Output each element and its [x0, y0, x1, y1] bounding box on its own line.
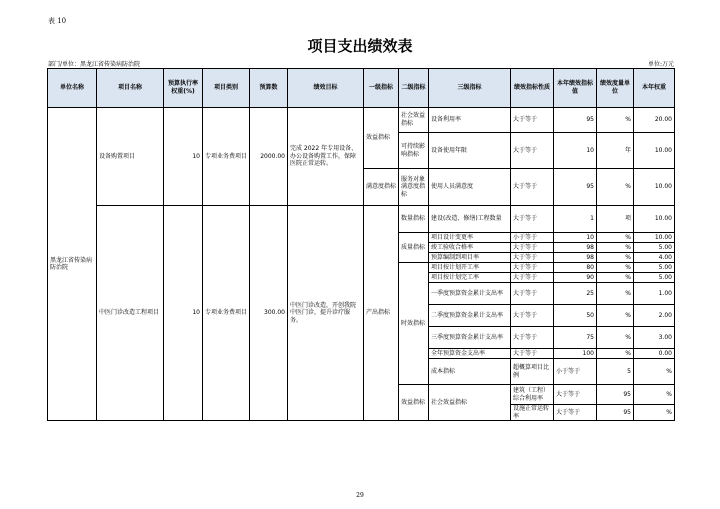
- target-cell: 95: [554, 108, 597, 133]
- level2-cell: 时效指标: [399, 263, 429, 385]
- nature-cell: 大于等于: [511, 327, 554, 349]
- level3-cell: 设施正常运转率: [511, 405, 554, 421]
- target-cell: 90: [554, 273, 597, 283]
- target-cell: 50: [554, 305, 597, 327]
- header-goal: 绩效目标: [288, 69, 364, 108]
- table-row: [48, 108, 675, 133]
- budget-weight-cell: 10: [164, 108, 203, 206]
- target-cell: 10: [554, 233, 597, 243]
- level3-cell: 预算编制到项目率: [429, 253, 511, 263]
- goal-cell: 中医门诊改造，开创我院中医门诊，提升诊疗服务。: [288, 206, 364, 421]
- nature-cell: 大于等于: [511, 253, 554, 263]
- level3-cell: 项目按计划开工率: [429, 263, 511, 273]
- measure-unit-cell: %: [597, 233, 634, 243]
- measure-unit-cell: 项: [597, 206, 634, 233]
- target-cell: 95: [554, 169, 597, 206]
- measure-unit-cell: %: [634, 405, 675, 421]
- weight-cell: 10.00: [634, 206, 675, 233]
- header-project-name: 项目名称: [97, 69, 164, 108]
- nature-cell: 大于等于: [511, 169, 554, 206]
- level1-cell: 满意度指标: [364, 169, 399, 206]
- level3-cell: 建筑（工程）综合利用率: [511, 385, 554, 405]
- project-name-cell: 设备购置项目: [97, 108, 164, 206]
- header-row: [48, 69, 675, 108]
- weight-cell: 10.00: [634, 169, 675, 206]
- weight-cell: 1.00: [634, 283, 675, 305]
- level3-cell: 二季度预算资金累计支出率: [429, 305, 511, 327]
- level3-cell: 建设(改造、修缮)工程数量: [429, 206, 511, 233]
- level3-cell: 使用人员满意度: [429, 169, 511, 206]
- level3-cell: 项目设计变更率: [429, 233, 511, 243]
- measure-unit-cell: %: [597, 273, 634, 283]
- level3-cell: 竣工验收合格率: [429, 243, 511, 253]
- target-cell: 10: [554, 133, 597, 169]
- nature-cell: 小于等于: [511, 233, 554, 243]
- table-number: 表 10: [48, 17, 67, 25]
- target-cell: 95: [597, 385, 634, 405]
- weight-cell: 10.00: [634, 133, 675, 169]
- unit-label: 单位:万元: [647, 61, 674, 68]
- goal-cell: 完成 2022 年专用设备、办公设备购置工作，保障医院正常运转。: [288, 108, 364, 206]
- measure-unit-cell: %: [597, 169, 634, 206]
- level2-cell: 数量指标: [399, 206, 429, 233]
- level2-cell: 成本指标: [429, 359, 511, 385]
- nature-cell: 大于等于: [511, 273, 554, 283]
- target-cell: 100: [554, 349, 597, 359]
- weight-cell: 2.00: [634, 305, 675, 327]
- level3-cell: 三季度预算资金累计支出率: [429, 327, 511, 349]
- level1-cell: 效益指标: [364, 108, 399, 169]
- nature-cell: 大于等于: [511, 133, 554, 169]
- level2-cell: 可持续影响指标: [399, 133, 429, 169]
- target-cell: 80: [554, 263, 597, 273]
- measure-unit-cell: %: [597, 305, 634, 327]
- department-label: 部门/单位：黑龙江省传染病防治院: [48, 61, 141, 68]
- header-nature: 绩效指标性质: [511, 69, 554, 108]
- header-budget: 预算数: [250, 69, 288, 108]
- weight-cell: 0.00: [634, 349, 675, 359]
- level3-cell: 超概算项目比例: [511, 359, 554, 385]
- nature-cell: 大于等于: [554, 385, 597, 405]
- weight-cell: 5.00: [634, 273, 675, 283]
- level3-cell: 一季度预算资金累计支出率: [429, 283, 511, 305]
- nature-cell: 大于等于: [554, 405, 597, 421]
- measure-unit-cell: %: [597, 263, 634, 273]
- weight-cell: 3.00: [634, 327, 675, 349]
- budget-weight-cell: 10: [164, 206, 203, 421]
- nature-cell: 大于等于: [511, 243, 554, 253]
- header-level3: 三级指标: [429, 69, 511, 108]
- target-cell: 75: [554, 327, 597, 349]
- weight-cell: 4.00: [634, 253, 675, 263]
- header-measure-unit: 绩效度量单位: [597, 69, 634, 108]
- measure-unit-cell: %: [597, 108, 634, 133]
- measure-unit-cell: %: [634, 359, 675, 385]
- header-budget-weight: 预算执行率权重(%): [164, 69, 203, 108]
- project-name-cell: 中医门诊改造工程项目: [97, 206, 164, 421]
- weight-cell: 5.00: [634, 263, 675, 273]
- measure-unit-cell: 年: [597, 133, 634, 169]
- weight-cell: 5.00: [634, 243, 675, 253]
- header-weight: 本年权重: [634, 69, 675, 108]
- nature-cell: 大于等于: [511, 206, 554, 233]
- nature-cell: 大于等于: [511, 263, 554, 273]
- header-target: 本年绩效指标值: [554, 69, 597, 108]
- level2-cell: 社会效益指标: [429, 385, 511, 421]
- project-type-cell: 专项业务费项目: [203, 108, 250, 206]
- level1-cell: 产出指标: [364, 206, 399, 421]
- nature-cell: 大于等于: [511, 305, 554, 327]
- level3-cell: 设备利用率: [429, 108, 511, 133]
- performance-table: [47, 68, 675, 421]
- page-number: 29: [356, 492, 364, 499]
- header-project-type: 项目类别: [203, 69, 250, 108]
- level2-cell: 社会效益指标: [399, 108, 429, 133]
- measure-unit-cell: %: [597, 349, 634, 359]
- level1-cell: 效益指标: [399, 385, 429, 421]
- level3-cell: 全年预算资金支出率: [429, 349, 511, 359]
- nature-cell: 大于等于: [511, 283, 554, 305]
- level2-cell: 质量指标: [399, 233, 429, 263]
- target-cell: 95: [597, 405, 634, 421]
- level3-cell: 项目按计划完工率: [429, 273, 511, 283]
- weight-cell: 10.00: [634, 233, 675, 243]
- header-level2: 二级指标: [399, 69, 429, 108]
- level2-cell: 服务对象满意度指标: [399, 169, 429, 206]
- budget-cell: 2000.00: [250, 108, 288, 206]
- target-cell: 98: [554, 243, 597, 253]
- budget-cell: 300.00: [250, 206, 288, 421]
- project-type-cell: 专项业务费项目: [203, 206, 250, 421]
- target-cell: 5: [597, 359, 634, 385]
- header-unit-name: 单位名称: [48, 69, 97, 108]
- measure-unit-cell: %: [597, 283, 634, 305]
- header-level1: 一级指标: [364, 69, 399, 108]
- target-cell: 25: [554, 283, 597, 305]
- nature-cell: 小于等于: [554, 359, 597, 385]
- measure-unit-cell: %: [634, 385, 675, 405]
- table-row: [48, 206, 675, 233]
- measure-unit-cell: %: [597, 327, 634, 349]
- nature-cell: 大于等于: [511, 108, 554, 133]
- target-cell: 98: [554, 253, 597, 263]
- page-title: 项目支出绩效表: [307, 37, 413, 55]
- nature-cell: 大于等于: [511, 349, 554, 359]
- level3-cell: 设备使用年限: [429, 133, 511, 169]
- measure-unit-cell: %: [597, 253, 634, 263]
- unit-name-cell: 黑龙江省传染病防治院: [48, 108, 97, 421]
- weight-cell: 20.00: [634, 108, 675, 133]
- measure-unit-cell: %: [597, 243, 634, 253]
- target-cell: 1: [554, 206, 597, 233]
